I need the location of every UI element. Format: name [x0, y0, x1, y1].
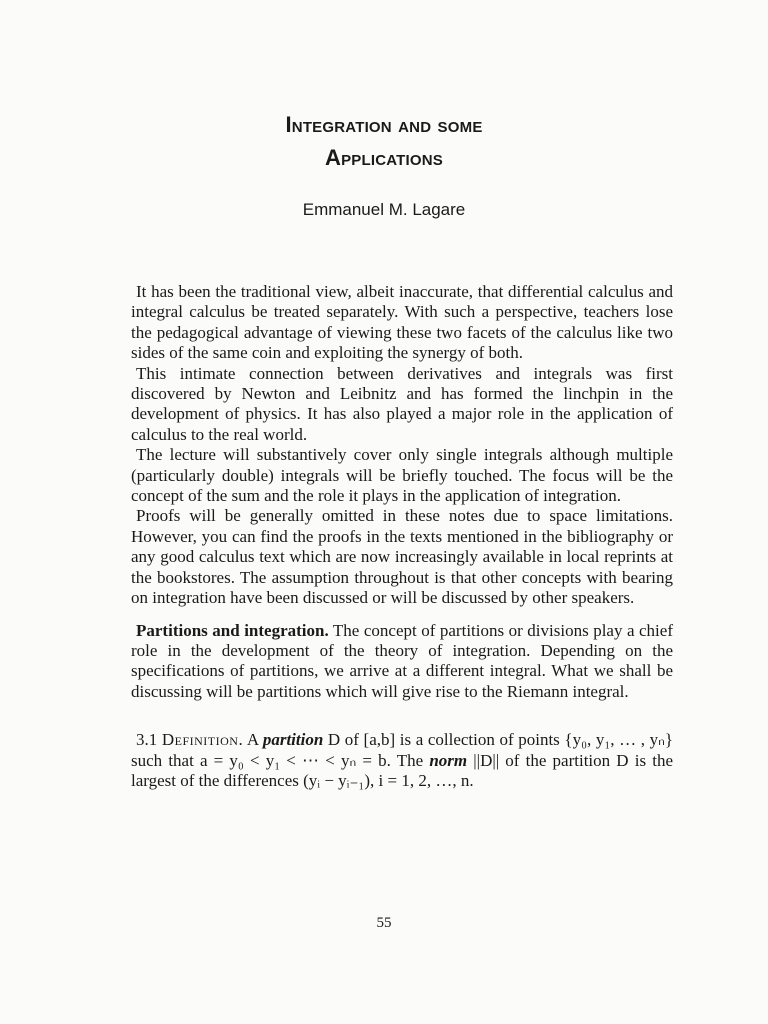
body-text	[131, 282, 673, 791]
definition-norm: norm	[429, 750, 468, 770]
paragraph-3: The lecture will substantively cover only single integrals although multiple (particularly double) integrals will be briefly touched. The focus will be the concept of the sum and the role it plays in the application of integration.	[131, 445, 673, 506]
definition-paragraph	[131, 730, 673, 791]
definition-text-a: A	[243, 730, 263, 750]
definition-number: 3.1	[136, 730, 162, 750]
chapter-title	[0, 108, 768, 174]
chapter-title-line1: Integration and some	[285, 112, 483, 137]
chapter-title-line2: Applications	[324, 145, 443, 170]
author-name: Emmanuel M. Lagare	[302, 200, 466, 219]
partitions-heading: Partitions and integration.	[136, 620, 329, 640]
partitions-paragraph	[131, 621, 673, 703]
paragraph-1: It has been the traditional view, albeit inaccurate, that differential calculus and integral calculus be treated separately. With such a perspective, teachers lose the pedagogical advantage of viewing these two facets of the calculus like two sides of the same coin and exploiting the synergy of both.	[131, 282, 673, 363]
definition-text-c: ||D|| of the partition D is the largest of the differences (yᵢ − yᵢ₋₁), i = 1, 2, …, n.	[131, 750, 673, 790]
paragraph-4: Proofs will be generally omitted in these notes due to space limitations. However, you can find the proofs in the texts mentioned in the bibliography or any good calculus text which are now increasingly available in local reprints at the bookstores. The assumption throughout is that other concepts with bearing on integration have been discussed or will be discussed by other speakers.	[131, 506, 673, 608]
page-number: 55	[376, 915, 392, 931]
definition-label: Definition.	[161, 730, 244, 750]
paragraph-2: This intimate connection between derivatives and integrals was first discovered by Newton and Leibnitz and has formed the linchpin in the development of physics. It has also played a major role in the application of calculus to the real world.	[131, 363, 673, 444]
definition-text-b: D of [a,b] is a collection of points {y₀, y₁, … , yₙ} such that a = y₀ < y₁ < ⋯ < yₙ = b. The	[131, 730, 674, 770]
partitions-text: The concept of partitions or divisions play a chief role in the development of the theory of integration. Depending on the specifications of partitions, we arrive at a different integral. What we shall be discussing will be partitions which will give rise to the Riemann integral.	[131, 620, 673, 701]
definition-term: partition	[262, 730, 324, 750]
